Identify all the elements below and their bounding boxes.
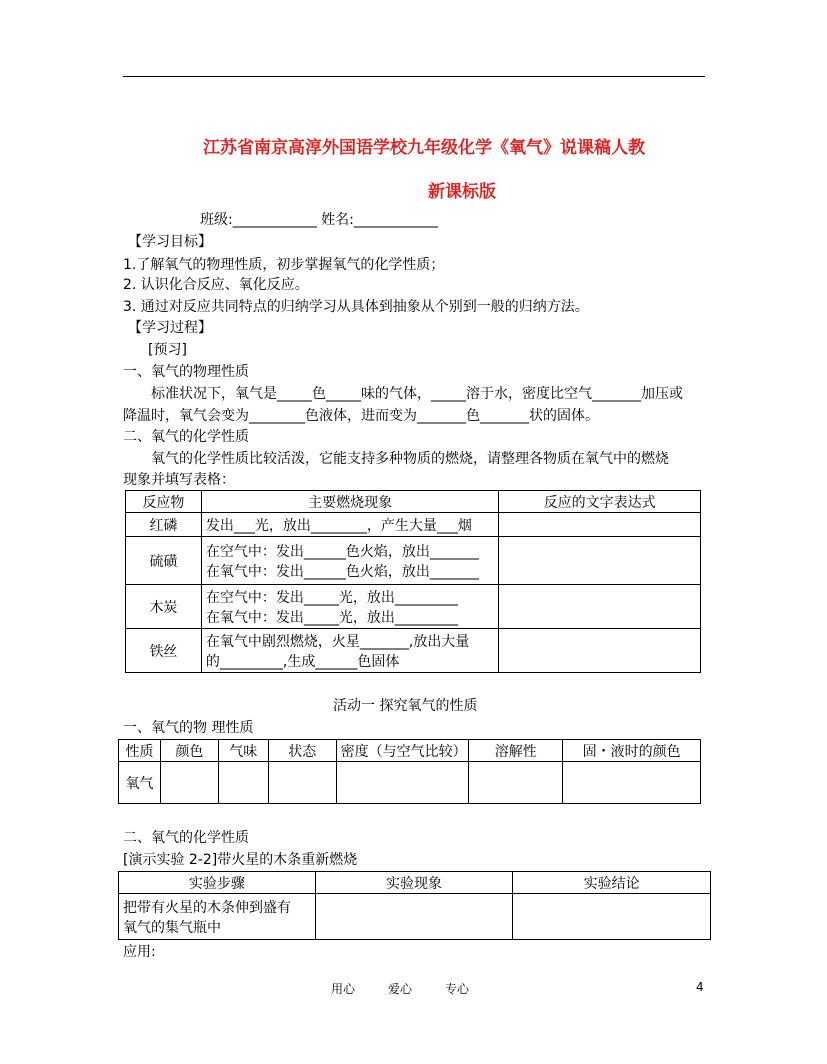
blank-cell	[268, 762, 336, 804]
table-header: 实验现象	[315, 872, 513, 894]
blank-cell	[315, 894, 513, 940]
table-header: 固・液时的颜色	[563, 740, 701, 762]
blank-cell	[469, 762, 563, 804]
phenomenon-cell	[201, 537, 499, 585]
reactant-cell: 木炭	[126, 585, 202, 629]
table-header: 密度（与空气比较）	[336, 740, 469, 762]
blank-cell	[336, 762, 469, 804]
physical-paragraph: 标准状况下，氧气是_____色_____味的气体，_____溶于水，密度比空气_______加压或	[151, 386, 683, 402]
demo-label: [演示实验 2-2]带火星的木条重新燃烧	[123, 852, 358, 868]
table-header: 实验结论	[513, 872, 711, 894]
row-label: 氧气	[119, 762, 161, 804]
table-header: 性质	[119, 740, 161, 762]
objectives-heading: 【学习目标】	[128, 234, 212, 250]
table-header: 主要燃烧现象	[201, 491, 499, 513]
property-table	[118, 739, 701, 804]
table-header: 气味	[218, 740, 268, 762]
experiment-table	[118, 871, 711, 940]
step-line: 氧气的集气瓶中	[123, 919, 221, 936]
student-info: 班级:____________ 姓名:____________	[200, 212, 438, 228]
table-header: 反应物	[126, 491, 202, 513]
header-rule	[123, 76, 705, 77]
table-header: 反应的文字表达式	[499, 491, 701, 513]
phenomenon-cell: 发出___光，放出________，产生大量___烟	[201, 513, 499, 537]
reactant-cell: 硫磺	[126, 537, 202, 585]
reactant-cell: 红磷	[126, 513, 202, 537]
page-number: 4	[696, 980, 704, 994]
objective-item: 1.了解氧气的物理性质，初步掌握氧气的化学性质；	[123, 257, 445, 273]
expression-cell	[499, 629, 701, 673]
expression-cell	[499, 537, 701, 585]
process-heading: 【学习过程】	[128, 320, 212, 336]
expression-cell	[499, 585, 701, 629]
phenomenon-line: 在氧气中：发出______色火焰，放出_______	[205, 563, 479, 580]
phenomenon-line: 在氧气中：发出_____光，放出_________	[205, 609, 458, 626]
footer-item: 专心	[445, 982, 470, 996]
chemical-paragraph: 氧气的化学性质比较活泼，它能支持多种物质的燃烧，请整理各物质在氧气中的燃烧	[151, 451, 669, 467]
phenomenon-line: 在空气中：发出______色火焰，放出_______	[205, 543, 479, 560]
combustion-table	[125, 490, 701, 673]
page-title-line1: 江苏省南京高淳外国语学校九年级化学《氧气》说课稿人教	[203, 138, 645, 158]
table-row	[126, 585, 701, 629]
table-row	[126, 537, 701, 585]
phenomenon-cell	[201, 629, 499, 673]
phenomenon-line: 在氧气中剧烈燃烧，火星_______,放出大量	[205, 633, 470, 650]
objective-item: 2. 认识化合反应、氧化反应。	[123, 277, 309, 293]
table-row	[126, 513, 701, 537]
table-row	[126, 629, 701, 673]
blank-cell	[160, 762, 218, 804]
table-header: 实验步骤	[119, 872, 316, 894]
chemical2-heading: 二、氧气的化学性质	[123, 830, 249, 846]
table-row	[119, 894, 711, 940]
physical-heading: 一、氧气的物理性质	[123, 364, 249, 380]
blank-cell	[218, 762, 268, 804]
step-cell	[119, 894, 316, 940]
chemical-heading: 二、氧气的化学性质	[123, 429, 249, 445]
table-header: 状态	[268, 740, 336, 762]
table-row	[119, 762, 701, 804]
table-header: 溶解性	[469, 740, 563, 762]
physical-paragraph-cont: 降温时，氧气会变为________色液体，进而变为_______色_______状的固体。	[123, 408, 599, 424]
preview-label: [预习]	[148, 342, 187, 358]
phenomenon-line: 在空气中：发出_____光，放出_________	[205, 589, 458, 606]
step-line: 把带有火星的木条伸到盛有	[123, 899, 291, 916]
footer-item: 爱心	[388, 982, 413, 996]
table-header: 颜色	[160, 740, 218, 762]
blank-cell	[513, 894, 711, 940]
application-label: 应用:	[123, 944, 156, 960]
chemical-paragraph-cont: 现象并填写表格：	[123, 472, 235, 488]
phenomenon-line: 的_________,生成______色固体	[205, 653, 400, 670]
reactant-cell: 铁丝	[126, 629, 202, 673]
phenomenon-cell	[201, 585, 499, 629]
page-title-line2: 新课标版	[428, 182, 496, 202]
activity-physical-heading: 一、氧气的物 理性质	[123, 720, 254, 736]
activity-heading: 活动一 探究氧气的性质	[333, 698, 478, 714]
footer-item: 用心	[331, 982, 356, 996]
objective-item: 3. 通过对反应共同特点的归纳学习从具体到抽象从个别到一般的归纳方法。	[123, 299, 589, 315]
blank-cell	[563, 762, 701, 804]
expression-cell	[499, 513, 701, 537]
